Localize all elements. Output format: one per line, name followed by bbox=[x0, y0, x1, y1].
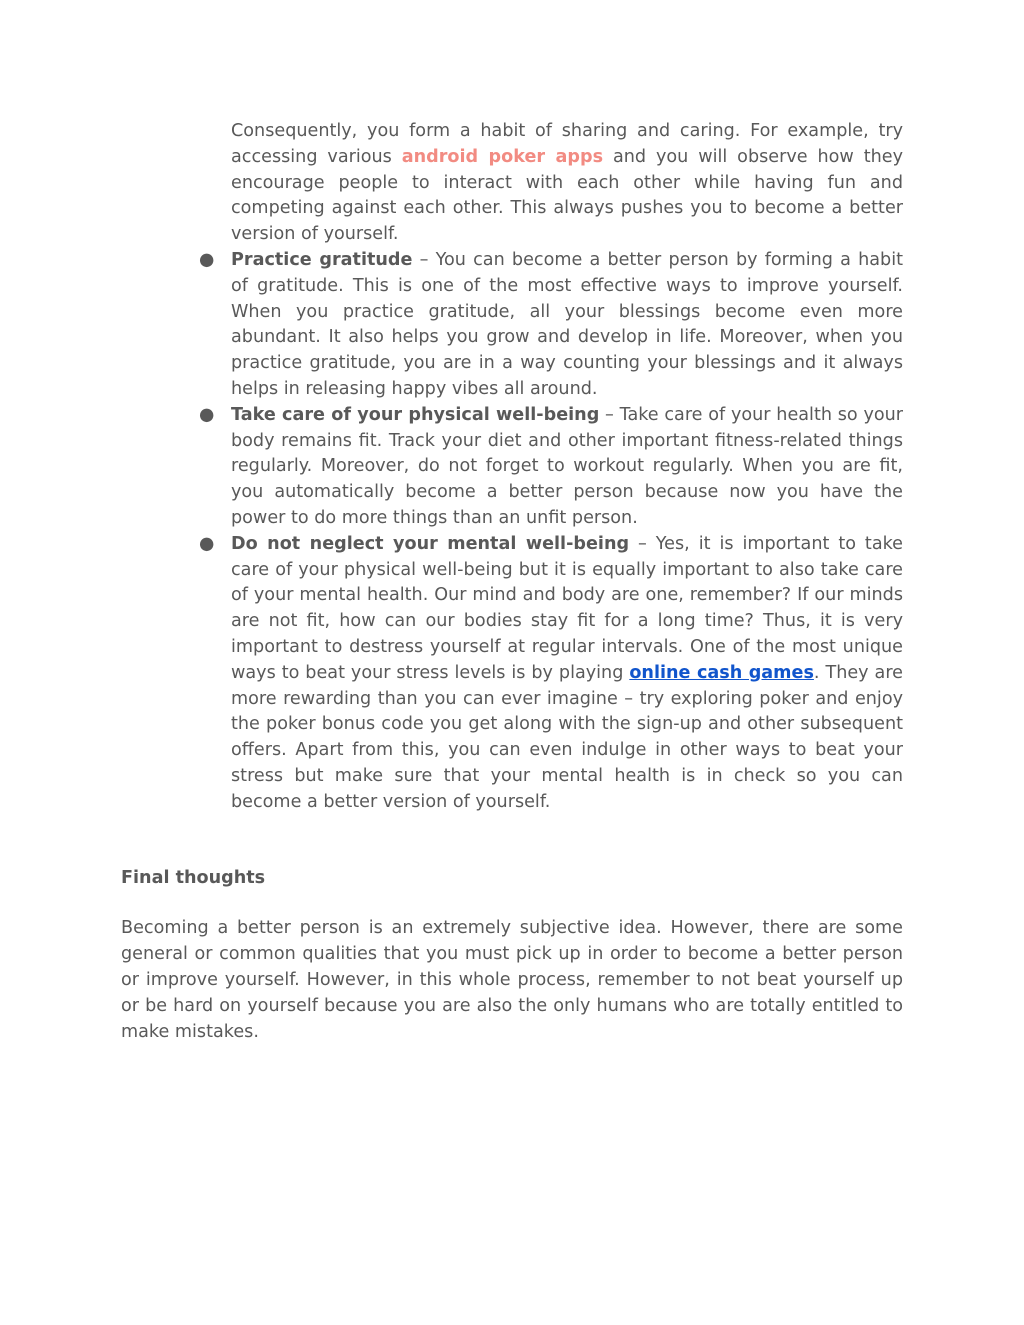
online-cash-games-link[interactable]: online cash games bbox=[629, 662, 814, 683]
intro-paragraph bbox=[231, 119, 903, 248]
bullet-title: Do not neglect your mental well-being bbox=[231, 533, 630, 554]
final-thoughts-heading: Final thoughts bbox=[121, 867, 266, 888]
final-thoughts-paragraph: Becoming a better person is an extremely subjective idea. However, there are some general or common qualities that you must pick up in order to become a better person or improve yourself. However, in this whole process, remember to not beat yourself up or be hard on yourself because you are also the only humans who are totally entitled to make mistakes. bbox=[121, 918, 903, 1042]
bullet-title: Take care of your physical well-being bbox=[231, 404, 600, 425]
bullet-list bbox=[121, 248, 903, 816]
intro-text-2: and you will observe how they encourage people to interact with each other while having fun and competing against each other. This always pushes you to become a better version of yourself. bbox=[231, 146, 903, 245]
bullet-icon: ● bbox=[199, 404, 215, 425]
bullet-body: – You can become a better person by forming a habit of gratitude. This is one of the most effective ways to improve yourself. When you practice gratitude, all your blessings become even more abundant. It also helps you grow and develop in life. Moreover, when you practice gratitude, you are in a way counting your blessings and it always helps in releasing happy vibes all around. bbox=[231, 249, 903, 399]
bullet-body-2: . They are more rewarding than you can ever imagine – try exploring poker and enjoy the poker bonus code you get along with the sign-up and other subsequent offers. Apart from this, you can even indulge in other ways to beat your stress but make sure that your mental health is in check so you can become a better version of yourself. bbox=[231, 662, 903, 812]
bullet-body: – Take care of your health so your body remains fit. Track your diet and other important fitness-related things regularly. Moreover, do not forget to workout regularly. When you are fit, you automatically become a better person because now you have the power to do more things than an unfit person. bbox=[231, 404, 903, 528]
bullet-icon: ● bbox=[199, 533, 215, 554]
list-item-mental-well-being bbox=[199, 532, 904, 816]
list-item-physical-well-being bbox=[199, 403, 903, 532]
intro-text-1: Consequently, you form a habit of sharing and caring. For example, try accessing various bbox=[231, 121, 903, 167]
bullet-icon: ● bbox=[199, 249, 215, 270]
list-item-practice-gratitude bbox=[199, 248, 903, 403]
document-page bbox=[121, 119, 903, 1045]
bullet-body-1: – Yes, it is important to take care of your physical well-being but it is equally important to also take care of your mental health. Our mind and body are one, remember? If our minds are not fit, how can our bodies stay fit for a long time? Thus, it is very important to destress yourself at regular intervals. One of the most unique ways to beat your stress levels is by playing bbox=[231, 533, 904, 683]
android-poker-apps-link[interactable]: android poker apps bbox=[401, 146, 604, 167]
bullet-title: Practice gratitude bbox=[231, 249, 413, 270]
